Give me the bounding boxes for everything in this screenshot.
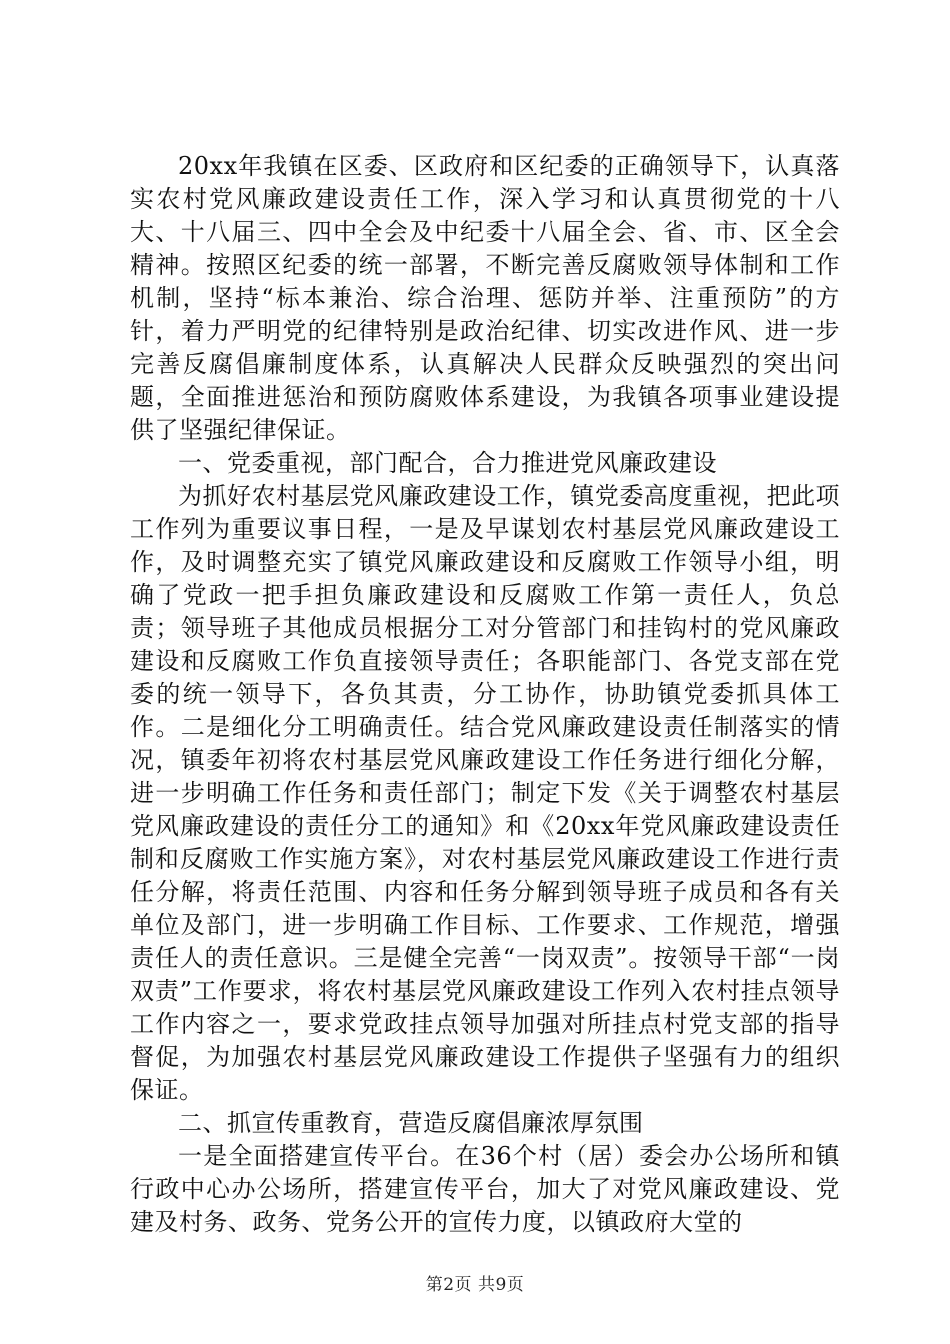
document-body	[130, 150, 840, 1239]
section-heading-1: 一、党委重视，部门配合，合力推进党风廉政建设	[178, 449, 717, 477]
section-1-paragraph: 为抓好农村基层党风廉政建设工作，镇党委高度重视，把此项工作列为重要议事日程，一是及早谋划农村基层党风廉政建设工作，及时调整充实了镇党风廉政建设和反腐败工作领导小组，明确了党政一把手担负廉政建设和反腐败工作第一责任人，负总责；领导班子其他成员根据分工对分管部门和挂钩村的党风廉政建设和反腐败工作负直接领导责任；各职能部门、各党支部在党委的统一领导下，各负其责，分工协作，协助镇党委抓具体工作。二是细化分工明确责任。结合党风廉政建设责任制落实的情况，镇委年初将农村基层党风廉政建设工作任务进行细化分解，进一步明确工作任务和责任部门；制定下发《关于调整农村基层党风廉政建设的责任分工的通知》和《20xx年党风廉政建设责任制和反腐败工作实施方案》，对农村基层党风廉政建设工作进行责任分解，将责任范围、内容和任务分解到领导班子成员和各有关单位及部门，进一步明确工作目标、工作要求、工作规范，增强责任人的责任意识。三是健全完善“一岗双责”。按领导干部“一岗双责”工作要求，将农村基层党风廉政建设工作列入农村挂点领导工作内容之一，要求党政挂点领导加强对所挂点村党支部的指导督促，为加强农村基层党风廉政建设工作提供子坚强有力的组织保证。	[130, 482, 840, 1104]
intro-paragraph: 20xx年我镇在区委、区政府和区纪委的正确领导下，认真落实农村党风廉政建设责任工作，深入学习和认真贯彻党的十八大、十八届三、四中全会及中纪委十八届全会、省、市、区全会精神。按照区纪委的统一部署，不断完善反腐败领导体制和工作机制，坚持“标本兼治、综合治理、惩防并举、注重预防”的方针，着力严明党的纪律特别是政治纪律、切实改进作风、进一步完善反腐倡廉制度体系，认真解决人民群众反映强烈的突出问题，全面推进惩治和预防腐败体系建设，为我镇各项事业建设提供了坚强纪律保证。	[130, 152, 840, 444]
page-footer: 第2页 共9页	[425, 1275, 525, 1295]
section-heading-2: 二、抓宣传重教育，营造反腐倡廉浓厚氛围	[178, 1109, 644, 1137]
section-2-paragraph: 一是全面搭建宣传平台。在36个村（居）委会办公场所和镇行政中心办公场所，搭建宣传平台，加大了对党风廉政建设、党建及村务、政务、党务公开的宣传力度，以镇政府大堂的	[130, 1142, 840, 1236]
